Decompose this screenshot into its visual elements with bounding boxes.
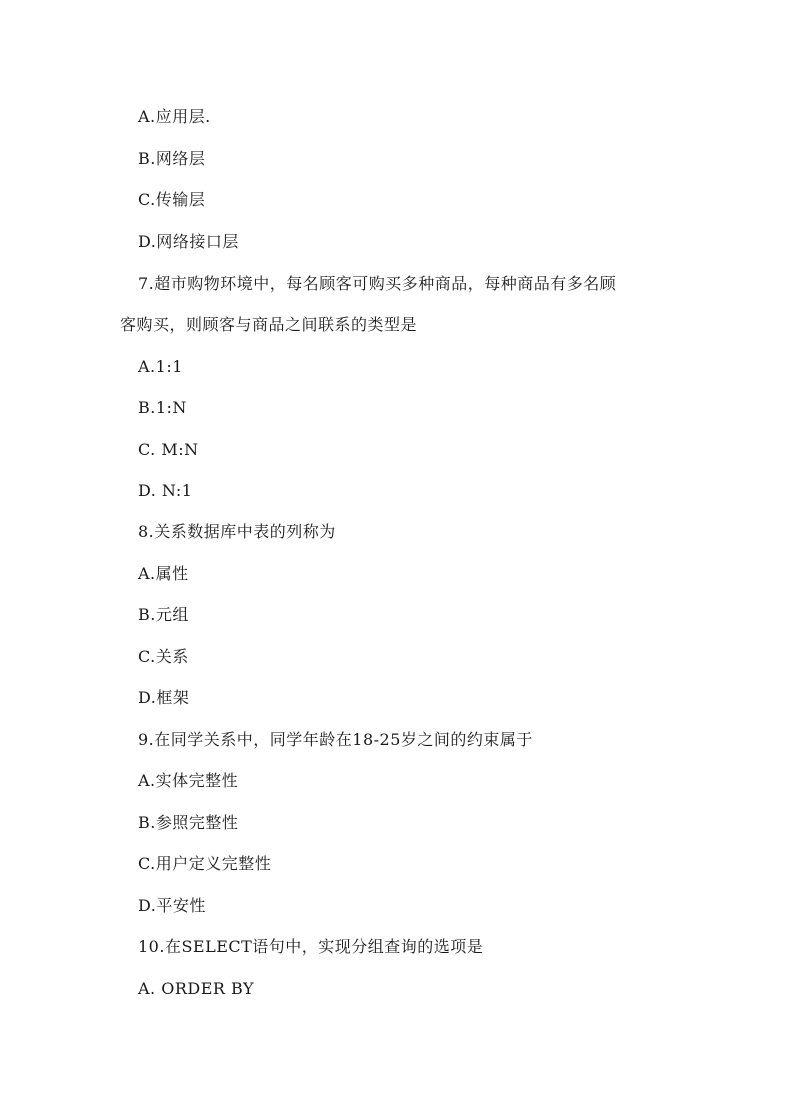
q9-option-d: D.平安性 <box>138 896 206 915</box>
q10-option-a: A. ORDER BY <box>138 979 255 998</box>
q6-option-b: B.网络层 <box>138 149 206 168</box>
q8-option-a: A.属性 <box>138 564 189 583</box>
q7-option-d: D. N:1 <box>138 481 193 500</box>
q10-question: 10.在SELECT语句中，实现分组查询的选项是 <box>138 937 484 956</box>
q7-option-a: A.1:1 <box>138 357 183 376</box>
q9-question: 9.在同学关系中，同学年龄在18-25岁之间的约束属于 <box>138 730 533 749</box>
q7-question-line1: 7.超市购物环境中，每名顾客可购买多种商品，每种商品有多名顾 <box>138 274 617 293</box>
q8-option-d: D.框架 <box>138 688 190 707</box>
q9-option-b: B.参照完整性 <box>138 813 239 832</box>
q7-question-line2: 客购买，则顾客与商品之间联系的类型是 <box>120 315 418 334</box>
q8-question: 8.关系数据库中表的列称为 <box>138 522 336 541</box>
q6-option-a: A.应用层. <box>138 107 211 126</box>
q9-option-a: A.实体完整性 <box>138 771 239 790</box>
q8-option-c: C.关系 <box>138 647 189 666</box>
q8-option-b: B.元组 <box>138 605 189 624</box>
q9-option-c: C.用户定义完整性 <box>138 854 272 873</box>
q6-option-d: D.网络接口层 <box>138 232 239 251</box>
q7-option-b: B.1:N <box>138 398 187 417</box>
q7-option-c: C. M:N <box>138 440 199 459</box>
q6-option-c: C.传输层 <box>138 190 206 209</box>
